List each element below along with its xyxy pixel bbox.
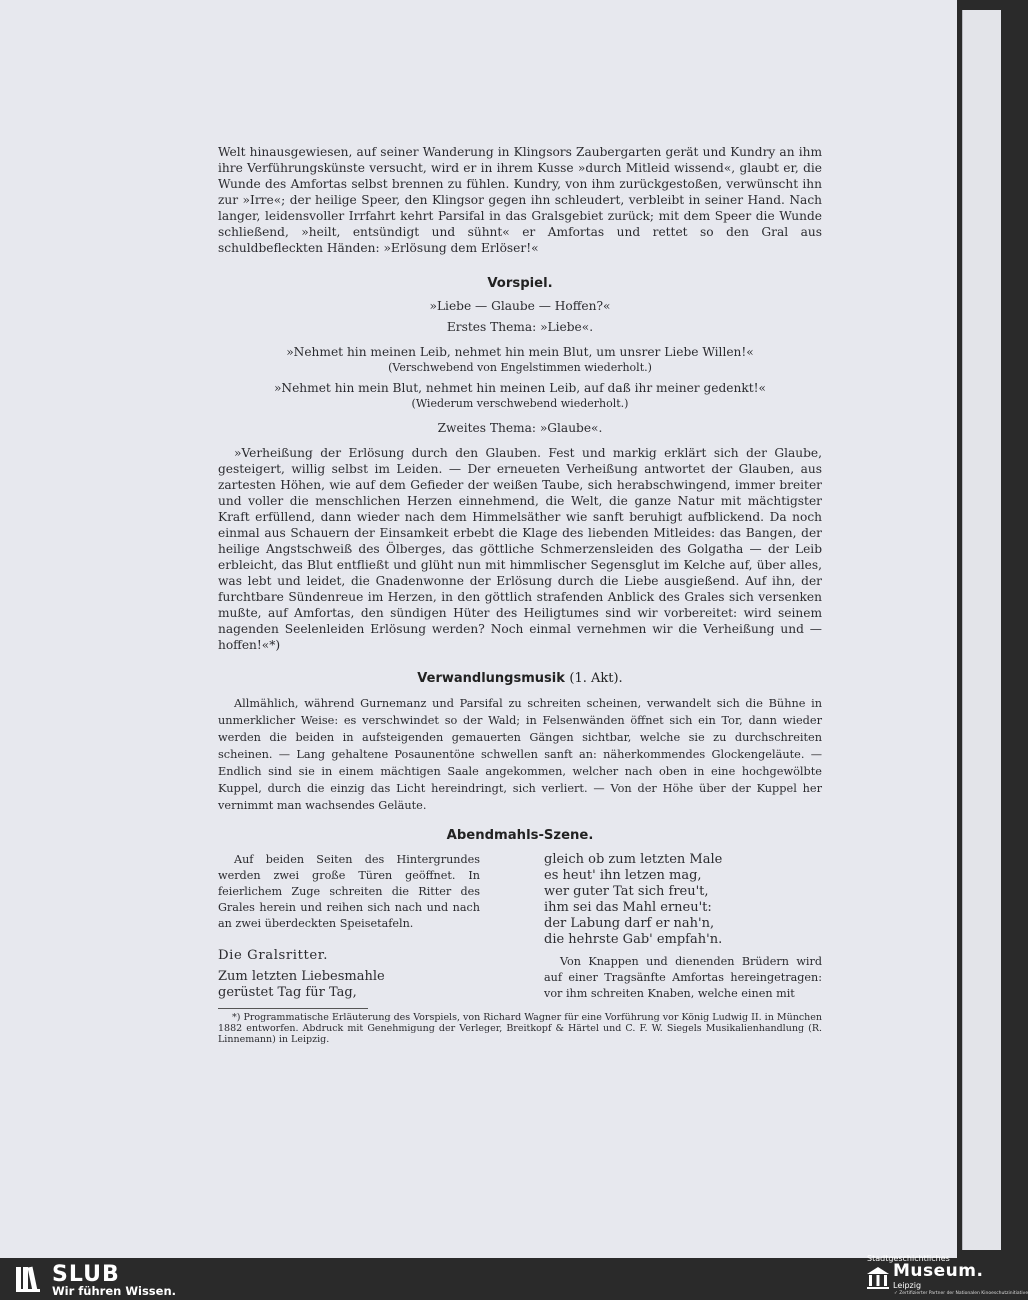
vorspiel-note-1: (Verschwebend von Engelstimmen wiederholt.) [388, 361, 652, 374]
next-page-edge [962, 10, 1001, 1250]
verse-line: gleich ob zum letzten Male [544, 852, 723, 867]
vorspiel-text: »Verheißung der Erlösung durch den Glauben. Fest und markig erklärt sich der Glaube, gesteigert, willig selbst im Leiden. — Der erneueten Verheißung antwortet der Glauben, aus zartesten Höhen, wie auf dem Gefieder der weißen Taube, sich herabschwingend, immer breiter und voller die menschlichen Herzen einnehmend, die Welt, die ganze Natur mit mächtigster Kraft erfüllend, dann wieder nach dem Himmelsäther wie sanft beruhigt aufblickend. Da noch einmal aus Schauern der Einsamkeit erbebt die Klage des liebenden Mitleides: das Bangen, der heilige Angstschweiß des Ölberges, das göttliche Schmerzensleiden des Golgatha — der Leib erbleicht, das Blut entfließt und glüht nun mit himmlischer Segensglut im Kelche auf, über alles, was lebt und leidet, die Gnadenwonne der Erlösung durch die Liebe ausgießend. Auf ihn, der furchtbare Sündenreue im Herzen, in den göttlich strafenden Anblick des Grales sich versenken mußte, auf Amfortas, den sündigen Hüter des Heiligtumes sind wir vorbereitet: wird seinem nagenden Seelenleiden Erlösung werden? Noch einmal vernehmen wir die Verheißung und — hoffen!«*) [218, 446, 822, 652]
vorspiel-heading: Vorspiel. [487, 276, 553, 291]
museum-line-2: Museum. [893, 1261, 984, 1281]
abendmahl-right-text: Von Knappen und dienenden Brüdern wird auf einer Tragsänfte Amfortas hereingetragen: vor ihm schreiten Knaben, welche einen mit [544, 955, 822, 1000]
verse-line: wer guter Tat sich freu't, [544, 884, 709, 899]
vorspiel-quote-1: »Nehmet hin meinen Leib, nehmet hin mein Blut, um unsrer Liebe Willen!« [286, 345, 754, 359]
verse-line: Zum letzten Liebesmahle [218, 969, 385, 984]
right-column [544, 852, 822, 1002]
intro-paragraph: Welt hinausgewiesen, auf seiner Wanderung in Klingsors Zaubergarten gerät und Kundry an ihm ihre Verführungskünste versucht, wird er in ihrem Kusse »durch Mitleid wissend«, glaubt er, die Wunde des Amfortas selbst brennen zu fühlen. Kundry, von ihm zurückgestoßen, verwünscht ihn zur »Irre«; der heilige Speer, den Klingsor gegen ihn schleudert, verbleibt in seiner Hand. Nach langer, leidensvoller Irrfahrt kehrt Parsifal in das Gralsgebiet zurück; mit dem Speer die Wunde schließend, »heilt, entsündigt und sühnt« er Amfortas und rettet so den Gral aus schuldbefleckten Händen: »Erlösung dem Erlöser!« [218, 145, 822, 255]
footnote: *) Programmatische Erläuterung des Vorspiels, von Richard Wagner für eine Vorführung vor König Ludwig II. in München 1882 entworfen. Abdruck mit Genehmigung der Verleger, Breitkopf & Härtel und C. F. W. Siegels Musikalienhandlung (R. Linnemann) in Leipzig. [218, 1012, 822, 1045]
slub-logo[interactable] [14, 1262, 214, 1298]
verwandlung-title: Verwandlungsmusik [417, 671, 565, 686]
museum-logo-icon [865, 1265, 891, 1291]
left-column [218, 852, 480, 1002]
verse-line: es heut' ihn letzen mag, [544, 868, 702, 883]
abendmahl-heading: Abendmahls-Szene. [446, 828, 594, 843]
verse-line: der Labung darf er nah'n, [544, 916, 715, 931]
verse-line: ihm sei das Mahl erneu't: [544, 900, 712, 915]
abendmahl-columns [218, 852, 822, 1002]
abendmahl-left-text: Auf beiden Seiten des Hintergrundes werden zwei große Türen geöffnet. In feierlichem Zuge schreiten die Ritter des Grales herein und reihen sich nach und nach an zwei überdeckten Speisetafeln. [218, 853, 480, 930]
verwandlung-act: (1. Akt). [569, 671, 623, 686]
vorspiel-quote-2: »Nehmet hin mein Blut, nehmet hin meinen Leib, auf daß ihr meiner gedenkt!« [273, 381, 767, 395]
gralsritter-heading: Die Gralsritter. [218, 948, 329, 963]
museum-line-3: Leipzig [893, 1281, 922, 1290]
museum-line-1: Stadtgeschichtliches [867, 1254, 950, 1263]
slub-logo-icon [14, 1264, 44, 1294]
verse-line: gerüstet Tag für Tag, [218, 985, 357, 1000]
museum-logo[interactable] [856, 1253, 1028, 1299]
slub-wordmark: SLUB [52, 1262, 120, 1287]
vorspiel-note-2: (Wiederum verschwebend wiederholt.) [411, 397, 629, 410]
vorspiel-theme-2: Zweites Thema: »Glaube«. [437, 421, 603, 435]
page-content [218, 144, 822, 1045]
footnote-rule [218, 1008, 368, 1009]
verwandlung-heading [218, 671, 822, 687]
slub-tagline: Wir führen Wissen. [52, 1284, 177, 1298]
vorspiel-theme-1: Erstes Thema: »Liebe«. [446, 320, 594, 334]
verwandlung-text: Allmählich, während Gurnemanz und Parsifal zu schreiten scheinen, verwandelt sich die Bühne in unmerklicher Weise: es verschwindet so der Wald; in Felsenwänden öffnet sich ein Tor, dann wieder werden die beiden in aufsteigenden gemauerten Gängen sichtbar, welche sie zu durchschreiten scheinen. — Lang gehaltene Posaunentöne schwellen sanft an: näherkommendes Glockengeläute. — Endlich sind sie in einem mächtigen Saale angekommen, welcher nach oben in eine hochgewölbte Kuppel, durch die einzig das Licht hereindringt, sich verliert. — Von der Höhe über der Kuppel her vernimmt man wachsendes Geläute. [218, 697, 822, 812]
vorspiel-motto: »Liebe — Glaube — Hoffen?« [429, 299, 611, 313]
verse-line: die hehrste Gab' empfah'n. [544, 932, 723, 947]
museum-line-4: ✓ Zertifizierter Partner der Nationalen Kinoeschutzinitiative [894, 1291, 1028, 1296]
